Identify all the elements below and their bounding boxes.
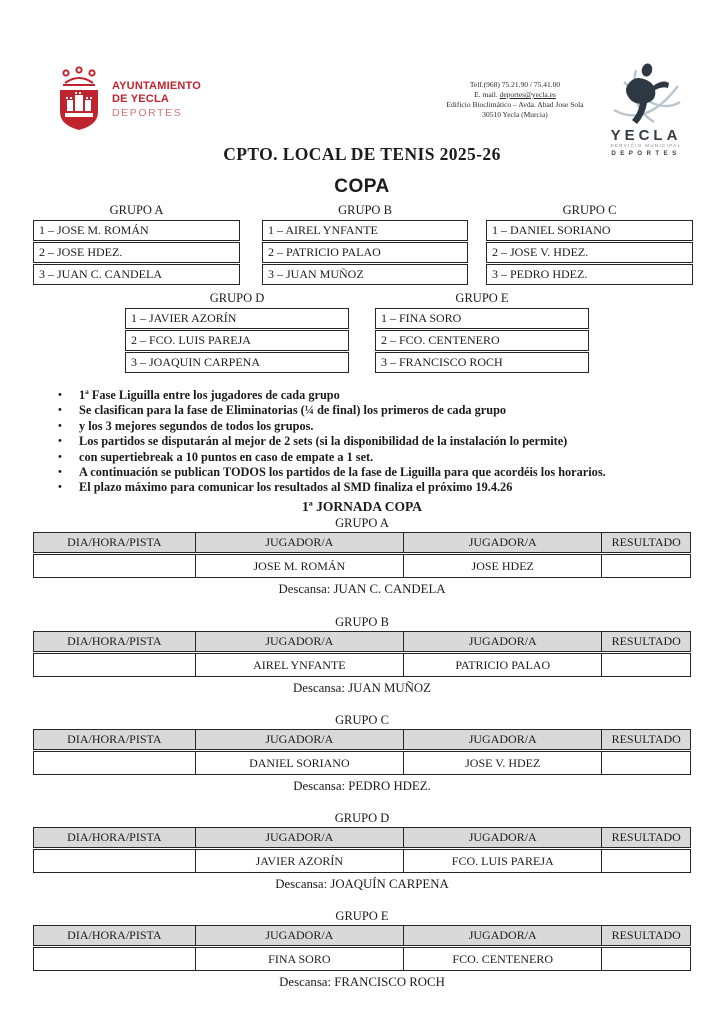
cell-player1: JAVIER AZORÍN	[196, 850, 404, 872]
match-row	[33, 947, 691, 971]
descansa-note: Descansa: PEDRO HDEZ.	[293, 779, 431, 793]
cell-player1: DANIEL SORIANO	[196, 752, 404, 774]
cell-dia-hora-pista	[34, 654, 196, 676]
group-table-a	[33, 203, 240, 285]
group-label: GRUPO D	[209, 291, 265, 305]
col-jugador-1: JUGADOR/A	[196, 533, 404, 552]
cell-player1: FINA SORO	[196, 948, 404, 970]
descansa-note: Descansa: JOAQUÍN CARPENA	[275, 877, 449, 891]
col-dia-hora-pista: DIA/HORA/PISTA	[34, 926, 196, 945]
castle-shield-icon	[55, 66, 103, 134]
rule-item	[58, 419, 703, 434]
contact-phone: Telf.(968) 75.21.90 / 75.41.00	[469, 80, 561, 89]
match-row	[33, 653, 691, 677]
group-player-row: 3 – JUAN C. CANDELA	[33, 264, 240, 285]
col-jugador-1: JUGADOR/A	[196, 632, 404, 651]
section-group-label: GRUPO B	[335, 615, 389, 629]
jornada-title: 1ª JORNADA COPA	[301, 499, 423, 514]
match-row	[33, 554, 691, 578]
bullet-marker: •	[58, 481, 62, 494]
smd-logo-caption2: DEPORTES	[611, 150, 681, 157]
group-player-row: 2 – JOSE HDEZ.	[33, 242, 240, 263]
rule-item	[58, 450, 703, 465]
bullet-marker: •	[58, 466, 62, 479]
group-label: GRUPO E	[455, 291, 509, 305]
cell-dia-hora-pista	[34, 948, 196, 970]
col-jugador-1: JUGADOR/A	[196, 730, 404, 749]
smd-logo-name: YECLA	[610, 127, 682, 144]
rules-list	[58, 388, 703, 496]
ayuntamiento-logo-text	[112, 80, 201, 120]
contact-email-line	[424, 90, 606, 100]
group-player-row: 2 – JOSE V. HDEZ.	[486, 242, 693, 263]
descansa-note: Descansa: JUAN MUÑOZ	[293, 681, 431, 695]
group-player-row: 3 – JUAN MUÑOZ	[262, 264, 468, 285]
group-player-row: 3 – PEDRO HDEZ.	[486, 264, 693, 285]
jornada-section-c	[33, 713, 691, 794]
match-table-header	[33, 729, 691, 750]
col-jugador-2: JUGADOR/A	[404, 533, 602, 552]
rule-item	[58, 403, 703, 418]
col-jugador-2: JUGADOR/A	[404, 926, 602, 945]
col-jugador-2: JUGADOR/A	[404, 730, 602, 749]
section-group-label: GRUPO D	[334, 811, 390, 825]
rule-text: El plazo máximo para comunicar los resultados al SMD finaliza el próximo 19.4.26	[79, 480, 513, 495]
cell-player2: FCO. LUIS PAREJA	[404, 850, 602, 872]
cell-player1: AIREL YNFANTE	[196, 654, 404, 676]
group-table-b	[262, 203, 468, 285]
rule-item	[58, 465, 703, 480]
col-dia-hora-pista: DIA/HORA/PISTA	[34, 533, 196, 552]
logo-line-ayuntamiento: AYUNTAMIENTO	[112, 80, 201, 92]
smd-logo-caption1: SERVICIO MUNICIPAL	[610, 143, 682, 148]
group-player-row: 3 – JOAQUIN CARPENA	[125, 352, 349, 373]
group-table-c	[486, 203, 693, 285]
rule-text: 1ª Fase Liguilla entre los jugadores de cada grupo	[79, 388, 340, 402]
rule-text: Los partidos se disputarán al mejor de 2 sets (si la disponibilidad de la instalación lo permite)	[79, 434, 568, 449]
group-player-row: 1 – JAVIER AZORÍN	[125, 308, 349, 329]
subtitle-copa: COPA	[334, 176, 390, 197]
match-table-header	[33, 925, 691, 946]
group-player-row: 1 – AIREL YNFANTE	[262, 220, 468, 241]
col-resultado: RESULTADO	[611, 535, 681, 549]
rule-item	[58, 388, 703, 403]
cell-resultado	[602, 948, 690, 970]
rule-text: con supertiebreak a 10 puntos en caso de empate a 1 set.	[79, 449, 374, 464]
email-link[interactable]: deportes@yecla.es	[499, 90, 556, 99]
col-dia-hora-pista: DIA/HORA/PISTA	[34, 828, 196, 847]
match-table	[33, 827, 691, 873]
col-dia-hora-pista: DIA/HORA/PISTA	[34, 730, 196, 749]
match-table	[33, 925, 691, 971]
col-resultado: RESULTADO	[611, 634, 681, 648]
rule-text: Se clasifican para la fase de Eliminatorias (¼ de final) los primeros de cada grupo	[79, 403, 507, 418]
group-player-row: 2 – PATRICIO PALAO	[262, 242, 468, 263]
cell-resultado	[602, 555, 690, 577]
col-resultado: RESULTADO	[611, 928, 681, 942]
section-group-label: GRUPO A	[335, 516, 389, 530]
match-row	[33, 751, 691, 775]
group-player-row: 3 – FRANCISCO ROCH	[375, 352, 589, 373]
athlete-figure-icon	[598, 58, 694, 158]
match-table	[33, 729, 691, 775]
logo-line-de-yecla: DE YECLA	[112, 93, 170, 105]
col-jugador-2: JUGADOR/A	[404, 828, 602, 847]
rule-item	[58, 434, 703, 449]
group-player-row: 1 – FINA SORO	[375, 308, 589, 329]
bullet-marker: •	[58, 435, 62, 448]
match-table-header	[33, 532, 691, 553]
group-player-row: 2 – FCO. CENTENERO	[375, 330, 589, 351]
cell-player2: JOSE V. HDEZ	[404, 752, 602, 774]
col-dia-hora-pista: DIA/HORA/PISTA	[34, 632, 196, 651]
cell-resultado	[602, 850, 690, 872]
bullet-marker: •	[58, 404, 62, 417]
group-table-d	[125, 291, 349, 373]
bullet-marker: •	[58, 389, 62, 401]
col-jugador-1: JUGADOR/A	[196, 828, 404, 847]
rule-item	[58, 480, 703, 495]
jornada-section-d	[33, 811, 691, 892]
section-group-label: GRUPO E	[335, 909, 389, 923]
group-table-e	[375, 291, 589, 373]
cell-player2: JOSE HDEZ	[404, 555, 602, 577]
rule-text: y los 3 mejores segundos de todos los grupos.	[79, 418, 314, 433]
group-player-row: 2 – FCO. LUIS PAREJA	[125, 330, 349, 351]
group-player-row: 1 – DANIEL SORIANO	[486, 220, 693, 241]
cell-resultado	[602, 654, 690, 676]
col-jugador-2: JUGADOR/A	[404, 632, 602, 651]
cell-dia-hora-pista	[34, 752, 196, 774]
cell-player1: JOSE M. ROMÁN	[196, 555, 404, 577]
ayuntamiento-logo	[55, 66, 201, 134]
contact-email-label: E. mail.	[474, 90, 500, 99]
cell-player2: PATRICIO PALAO	[404, 654, 602, 676]
match-table-header	[33, 827, 691, 848]
group-player-row: 1 – JOSE M. ROMÁN	[33, 220, 240, 241]
match-table-header	[33, 631, 691, 652]
cell-player2: FCO. CENTENERO	[404, 948, 602, 970]
col-resultado: RESULTADO	[611, 732, 681, 746]
col-jugador-1: JUGADOR/A	[196, 926, 404, 945]
jornada-section-e	[33, 909, 691, 990]
match-table	[33, 532, 691, 578]
match-table	[33, 631, 691, 677]
descansa-note: Descansa: JUAN C. CANDELA	[278, 582, 446, 596]
jornada-section-a	[33, 516, 691, 597]
cell-dia-hora-pista	[34, 555, 196, 577]
col-resultado: RESULTADO	[611, 830, 681, 844]
jornada-section-b	[33, 615, 691, 696]
group-label: GRUPO B	[338, 203, 392, 217]
cell-resultado	[602, 752, 690, 774]
logo-line-deportes: DEPORTES	[112, 107, 183, 119]
contact-address: Edificio Bioclimático – Avda. Abad Jose Sola	[446, 100, 584, 109]
cell-dia-hora-pista	[34, 850, 196, 872]
descansa-note: Descansa: FRANCISCO ROCH	[279, 975, 445, 989]
bullet-marker: •	[58, 419, 62, 432]
section-group-label: GRUPO C	[335, 713, 389, 727]
contact-info	[424, 80, 606, 120]
group-label: GRUPO C	[562, 203, 617, 217]
group-label: GRUPO A	[109, 203, 164, 217]
contact-city: 30510 Yecla (Murcia)	[482, 110, 548, 119]
page-title: CPTO. LOCAL DE TENIS 2025-26	[223, 144, 501, 164]
match-row	[33, 849, 691, 873]
rule-text: A continuación se publican TODOS los partidos de la fase de Liguilla para que acordéis los horarios.	[79, 465, 606, 480]
bullet-marker: •	[58, 450, 62, 463]
